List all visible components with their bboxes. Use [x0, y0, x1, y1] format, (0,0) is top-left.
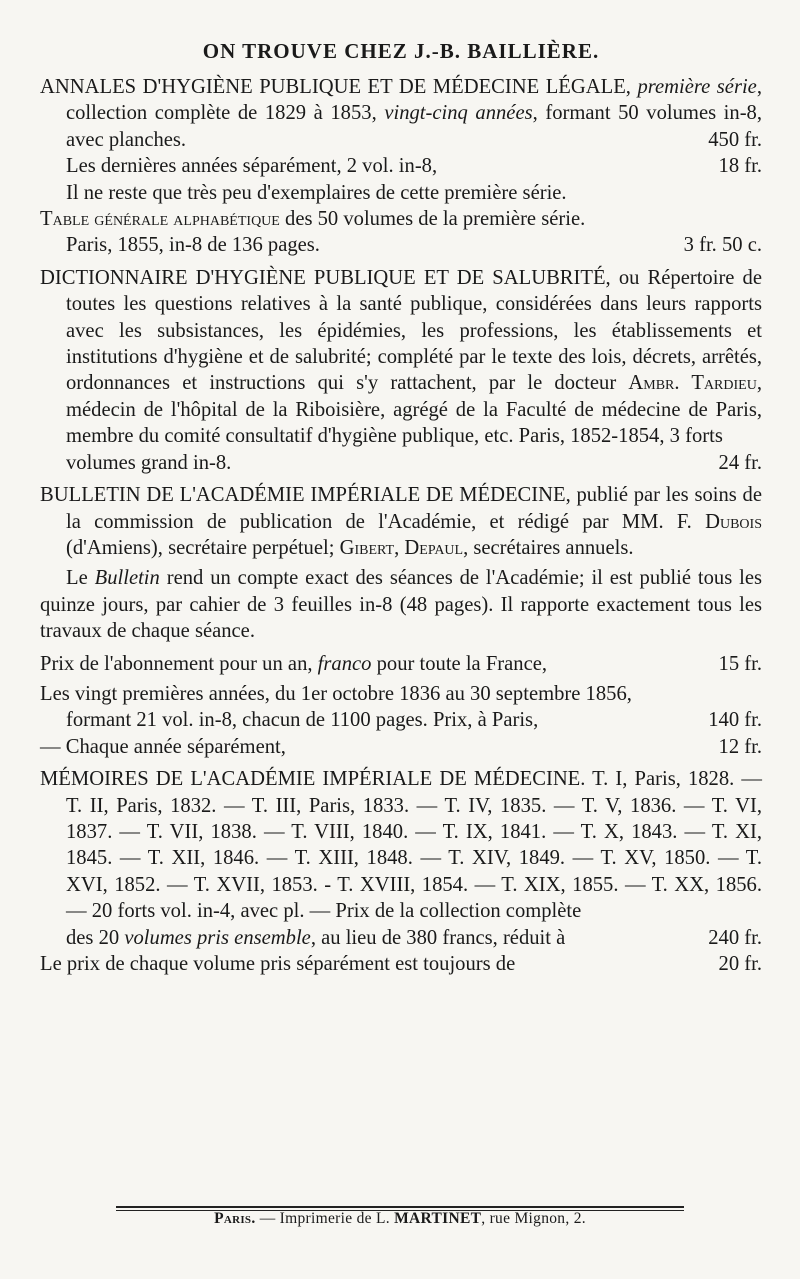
annales-series: première série	[637, 76, 757, 98]
memoires-last-b: , au lieu de 380 francs, réduit à	[310, 926, 566, 949]
table-generale-row	[40, 206, 762, 232]
annales-recent-text: Les dernières années séparément, 2 vol. in-8,	[66, 155, 438, 178]
table-generale-title: Table générale alphabétique	[40, 208, 280, 231]
bulletin-subscription-price: 15 fr.	[718, 652, 762, 675]
memoires-collection-text	[66, 925, 565, 951]
memoires-description	[40, 766, 762, 924]
annales-entry	[40, 74, 762, 259]
sub-text-a: Prix de l'abonnement pour un an,	[40, 652, 313, 675]
memoires-text: MÉMOIRES DE L'ACADÉMIE IMPÉRIALE DE MÉDECINE. T. I, Paris, 1828. — T. II, Paris, 1832. — T. III, Paris, 1833. — T. IV, 1835. — T. V, 1836. — T. VI, 1837. — T. VII, 1838. — T. VIII, 1840. — T. IX, 1841. — T. X, 1843. — T. XI, 1845. — T. XII, 1846. — T. XIII, 1848. — T. XIV, 1849. — T. XV, 1850. — T. XVI, 1852. — T. XVII, 1853. - T. XVIII, 1854. — T. XIX, 1855. — T. XX, 1856. — 20 forts vol. in-4, avec pl. — Prix de la collection complète	[40, 768, 762, 923]
bulletin-description: BULLETIN DE L'ACADÉMIE IMPÉRIALE DE MÉDECINE, publié par les soins de la commission de publication de l'Académie, et rédigé par MM. F. Dubois (d'Amiens), secrétaire perpétuel; Gibert, Depaul, secrétaires annuels.	[40, 484, 762, 559]
bulletin-text-2: (d'Amiens), secrétaire perpétuel;	[66, 536, 335, 559]
footer-text-a: — Imprimerie de L.	[259, 1210, 390, 1227]
table-generale-pub-row	[40, 232, 762, 258]
annales-years: vingt-cinq années	[384, 102, 533, 125]
memoires-last-a: des 20	[66, 926, 120, 949]
dictionnaire-description	[40, 265, 762, 450]
annales-note-row	[40, 180, 762, 206]
annales-format: , formant 50 volumes in-8, avec planches.	[66, 102, 763, 151]
bulletin-text: BULLETIN DE L'ACADÉMIE IMPÉRIALE DE MÉDECINE, publié par les soins de la commission de publication de l'Académie, et rédigé par MM. F.	[40, 484, 762, 533]
sub-franco: franco	[317, 652, 372, 675]
dictionnaire-format: volumes grand in-8.	[66, 451, 232, 474]
dictionnaire-text: DICTIONNAIRE D'HYGIÈNE PUBLIQUE ET DE SALUBRITÉ, ou Répertoire de toutes les questions relatives à la santé publique, considérées dans leurs rapports avec les subsistances, les épidémies, les professions, les établissements et institutions d'hygiène et de salubrité; complété par le texte des lois, décrets, arrêtés, ordonnances et instructions qui s'y rattachent, par le docteur	[40, 266, 762, 395]
annales-price: 450 fr.	[708, 128, 762, 151]
footer-printer: MARTINET	[394, 1210, 482, 1227]
bulletin-each-text: — Chaque année séparément,	[40, 735, 286, 758]
memoires-single-price: 20 fr.	[718, 953, 762, 976]
annales-note: Il ne reste que très peu d'exemplaires de cette première série.	[66, 181, 567, 204]
bulletin-para-em: Bulletin	[94, 567, 160, 590]
printer-footer	[0, 1210, 800, 1228]
dictionnaire-author: Ambr. Tardieu	[628, 372, 757, 395]
footer-text-b: , rue Mignon, 2.	[481, 1210, 586, 1227]
annales-recent-price: 18 fr.	[718, 155, 762, 178]
bulletin-text-3: , secrétaires annuels.	[463, 536, 634, 559]
bulletin-each-price: 12 fr.	[718, 735, 762, 758]
bulletin-depaul: Depaul	[404, 536, 464, 559]
table-generale-desc: des 50 volumes de la première série.	[285, 208, 586, 231]
bulletin-subscription-text	[40, 651, 547, 677]
bulletin-subscription-row	[40, 651, 762, 677]
memoires-last-em: volumes pris ensemble	[124, 926, 311, 949]
bulletin-years-price: 140 fr.	[708, 709, 762, 732]
bulletin-para-le: Le	[66, 567, 88, 590]
memoires-single-text: Le prix de chaque volume pris séparément est toujours de	[40, 953, 516, 976]
bulletin-years-price-row	[40, 707, 762, 733]
memoires-collection-price: 240 fr.	[708, 926, 762, 949]
bulletin-years-format: formant 21 vol. in-8, chacun de 1100 pages. Prix, à Paris,	[66, 709, 539, 732]
dictionnaire-entry	[40, 265, 762, 476]
dictionnaire-price-row	[40, 450, 762, 476]
bulletin-years-text: Les vingt premières années, du 1er octobre 1836 au 30 septembre 1856,	[40, 682, 632, 705]
table-generale-price: 3 fr. 50 c.	[683, 234, 762, 257]
memoires-single-row	[40, 951, 762, 977]
bulletin-dubois: Dubois	[705, 510, 762, 533]
table-generale-pub: Paris, 1855, in-8 de 136 pages.	[66, 234, 320, 257]
bulletin-each-row	[40, 734, 762, 760]
sub-text-b: pour toute la France,	[376, 652, 548, 675]
bulletin-entry	[40, 482, 762, 760]
bulletin-para-text: rend un compte exact des séances de l'Académie; il est publié tous les quinze jours, par cahier de 3 feuilles in-8 (48 pages). Il rapporte exactement tous les travaux de chaque séance.	[40, 567, 762, 643]
bulletin-paragraph	[40, 565, 762, 644]
memoires-entry	[40, 766, 762, 977]
page-header: ON TROUVE CHEZ J.-B. BAILLIÈRE.	[202, 39, 600, 63]
annales-collection: , collection complète de 1829 à 1853,	[66, 76, 762, 125]
annales-title: ANNALES D'HYGIÈNE PUBLIQUE ET DE MÉDECINE LÉGALE,	[40, 76, 631, 98]
dictionnaire-price: 24 fr.	[718, 451, 762, 474]
bulletin-years-row	[40, 681, 762, 707]
annales-recent-row	[40, 153, 762, 179]
memoires-collection-row	[40, 925, 762, 951]
dictionnaire-text-2: , médecin de l'hôpital de la Riboisière, agrégé de la Faculté de médecine de Paris, membre du comité consultatif d'hygiène publique, etc. Paris, 1852-1854, 3 forts	[66, 372, 762, 448]
footer-city: Paris.	[214, 1210, 256, 1227]
bulletin-gibert: Gibert	[339, 536, 395, 559]
